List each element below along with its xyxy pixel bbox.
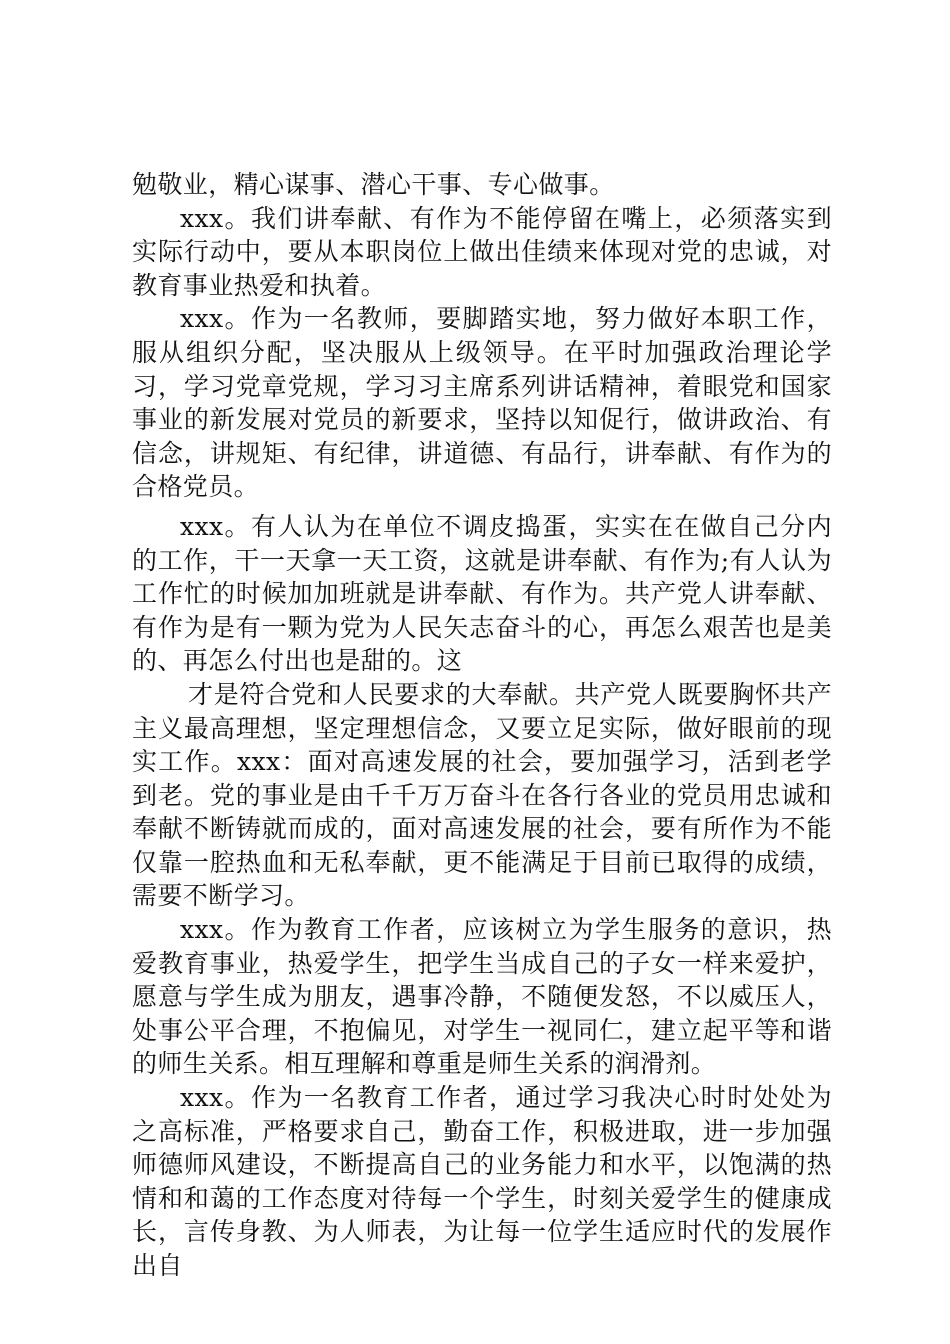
paragraph-teacher-duty: xxx。作为一名教师，要脚踏实地，努力做好本职工作，服从组织分配，坚决服从上级领导。在平时加强政治理论学习，学习党章党规，学习习主席系列讲话精神，着眼党和国家事业的新发展对党员的新要求，坚持以知促行，做讲政治、有信念，讲规矩、有纪律，讲道德、有品行，讲奉献、有作为的合格党员。	[132, 304, 832, 502]
paragraph-opinions: xxx。有人认为在单位不调皮捣蛋，实实在在做自己分内的工作，干一天拿一天工资，这就是讲奉献、有作为;有人认为工作忙的时候加加班就是讲奉献、有作为。共产党人讲奉献、有作为是有一颗为党为人民矢志奋斗的心，再怎么艰苦也是美的、再怎么付出也是甜的。这	[132, 511, 832, 676]
paragraph-educator-resolve: xxx。作为一名教育工作者，通过学习我决心时时处处为之高标准，严格要求自己，勤奋工作，积极进取，进一步加强师德师风建设，不断提高自己的业务能力和水平，以饱满的热情和和蔼的工作态度对待每一个学生，时刻关爱学生的健康成长，言传身教、为人师表，为让每一位学生适应时代的发展作出自	[132, 1083, 832, 1280]
paragraph-dedication: xxx。我们讲奉献、有作为不能停留在嘴上，必须落实到实际行动中，要从本职岗位上做出佳绩来体现对党的忠诚，对教育事业热爱和执着。	[132, 203, 832, 300]
paragraph-great-dedication: 才是符合党和人民要求的大奉献。共产党人既要胸怀共产主义最高理想，坚定理想信念，又要立足实际，做好眼前的现实工作。xxx：面对高速发展的社会，要加强学习，活到老学到老。党的事业是由千千万万奋斗在各行各业的党员用忠诚和奉献不断铸就而成的，面对高速发展的社会，要有所作为不能仅靠一腔热血和无私奉献，更不能满足于目前已取得的成绩，需要不断学习。	[132, 679, 832, 911]
document-body	[132, 168, 832, 1283]
paragraph-educator-service: xxx。作为教育工作者，应该树立为学生服务的意识，热爱教育事业，热爱学生，把学生当成自己的子女一样来爱护，愿意与学生成为朋友，遇事冷静，不随便发怒，不以威压人，处事公平合理，不抱偏见，对学生一视同仁，建立起平等和谐的师生关系。相互理解和尊重是师生关系的润滑剂。	[132, 915, 832, 1079]
paragraph-continuation: 勉敬业，精心谋事、潜心干事、专心做事。	[132, 170, 615, 199]
